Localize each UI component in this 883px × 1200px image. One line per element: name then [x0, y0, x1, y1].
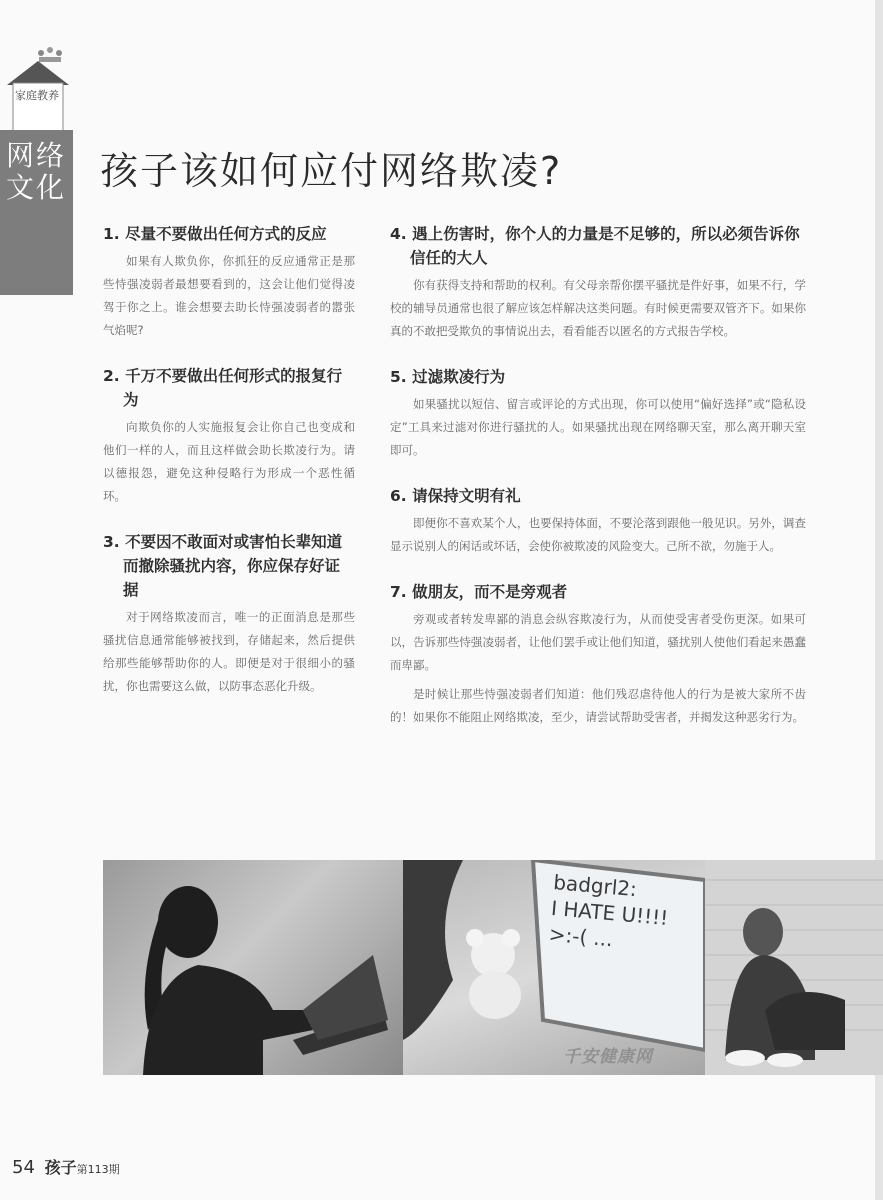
page-number: 54 [12, 1157, 35, 1178]
tip-paragraph: 如果骚扰以短信、留言或评论的方式出现，你可以使用“偏好选择”或“隐私设定”工具来过滤对你进行骚扰的人。如果骚扰出现在网络聊天室，那么离开聊天室即可。 [390, 397, 806, 457]
tip-heading: 4. 遇上伤害时，你个人的力量是不足够的，所以必须告诉你信任的大人 [390, 225, 800, 267]
tip-heading: 5. 过滤欺凌行为 [390, 368, 506, 386]
tip-heading: 7. 做朋友，而不是旁观者 [390, 583, 568, 601]
screen-line: I HATE U!!!! [550, 895, 670, 931]
tip-section [103, 222, 355, 342]
tip-section [390, 484, 806, 558]
tip-paragraph: 即便你不喜欢某个人，也要保持体面，不要沦落到跟他一般见识。另外，调查显示说别人的闲话或坏话，会使你被欺凌的风险变大。己所不欲，勿施于人。 [390, 516, 806, 553]
page-footer [12, 1155, 120, 1178]
tip-heading: 3. 不要因不敢面对或害怕长辈知道而撤除骚扰内容，你应保存好证据 [103, 533, 343, 599]
section-logo-label: 家庭教养 [15, 89, 59, 102]
tip-heading: 6. 请保持文明有礼 [390, 487, 521, 505]
tip-section [390, 365, 806, 462]
right-column [390, 222, 806, 751]
house-logo [5, 45, 71, 133]
watermark: 千安健康网 [563, 1047, 653, 1067]
issue-number: 第113期 [76, 1163, 120, 1176]
tip-section [390, 580, 806, 729]
tip-heading: 2. 千万不要做出任何形式的报复行为 [103, 367, 343, 409]
tip-paragraph: 如果有人欺负你，你抓狂的反应通常正是那些恃强凌弱者最想要看到的，这会让他们觉得凌驾于你之上。谁会想要去助长恃强凌弱者的嚣张气焰呢? [103, 254, 355, 337]
tip-paragraph: 向欺负你的人实施报复会让你自己也变成和他们一样的人，而且这样做会助长欺凌行为。请以德报怨，避免这种侵略行为形成一个恶性循环。 [103, 420, 355, 503]
article-title: 孩子该如何应付网络欺凌? [100, 149, 563, 193]
boy-figure-icon [705, 860, 883, 1075]
category-label: 网络文化 [6, 139, 67, 204]
magazine-name: 孩子 [44, 1158, 77, 1177]
tip-paragraph: 旁观或者转发卑鄙的消息会纵容欺凌行为，从而使受害者受伤更深。如果可以，告诉那些恃强凌弱者，让他们罢手或让他们知道，骚扰别人使他们看起来愚蠢而卑鄙。 [390, 612, 806, 672]
tip-paragraph: 你有获得支持和帮助的权利。有父母亲帮你摆平骚扰是件好事，如果不行，学校的辅导员通常也很了解应该怎样解决这类问题。有时候更需要双管齐下。如果你真的不敢把受欺负的事情说出去，看看能否以匿名的方式报告学校。 [390, 278, 806, 338]
tip-heading: 1. 尽量不要做出任何方式的反应 [103, 225, 327, 243]
photo-computer-screen [403, 860, 705, 1075]
girl-silhouette-icon [103, 860, 403, 1075]
tip-paragraph: 对于网络欺凌而言，唯一的正面消息是那些骚扰信息通常能够被找到，存储起来，然后提供给那些能够帮助你的人。即便是对于很细小的骚扰，你也需要这么做，以防事态恶化升级。 [103, 610, 355, 693]
tip-paragraph: 是时候让那些恃强凌弱者们知道：他们残忍虐待他人的行为是被大家所不齿的！如果你不能阻止网络欺凌，至少，请尝试帮助受害者，并揭发这种恶劣行为。 [390, 687, 806, 724]
tip-section [103, 364, 355, 508]
screen-message [548, 869, 672, 957]
tip-section [103, 530, 355, 698]
screen-line: badgrl2: [552, 870, 638, 902]
photo-sad-boy [705, 860, 883, 1075]
screen-line: >:-( ... [547, 921, 614, 952]
photo-girl-laptop [103, 860, 403, 1075]
left-column [103, 222, 355, 720]
category-strip [0, 130, 73, 295]
tip-section [390, 222, 806, 343]
